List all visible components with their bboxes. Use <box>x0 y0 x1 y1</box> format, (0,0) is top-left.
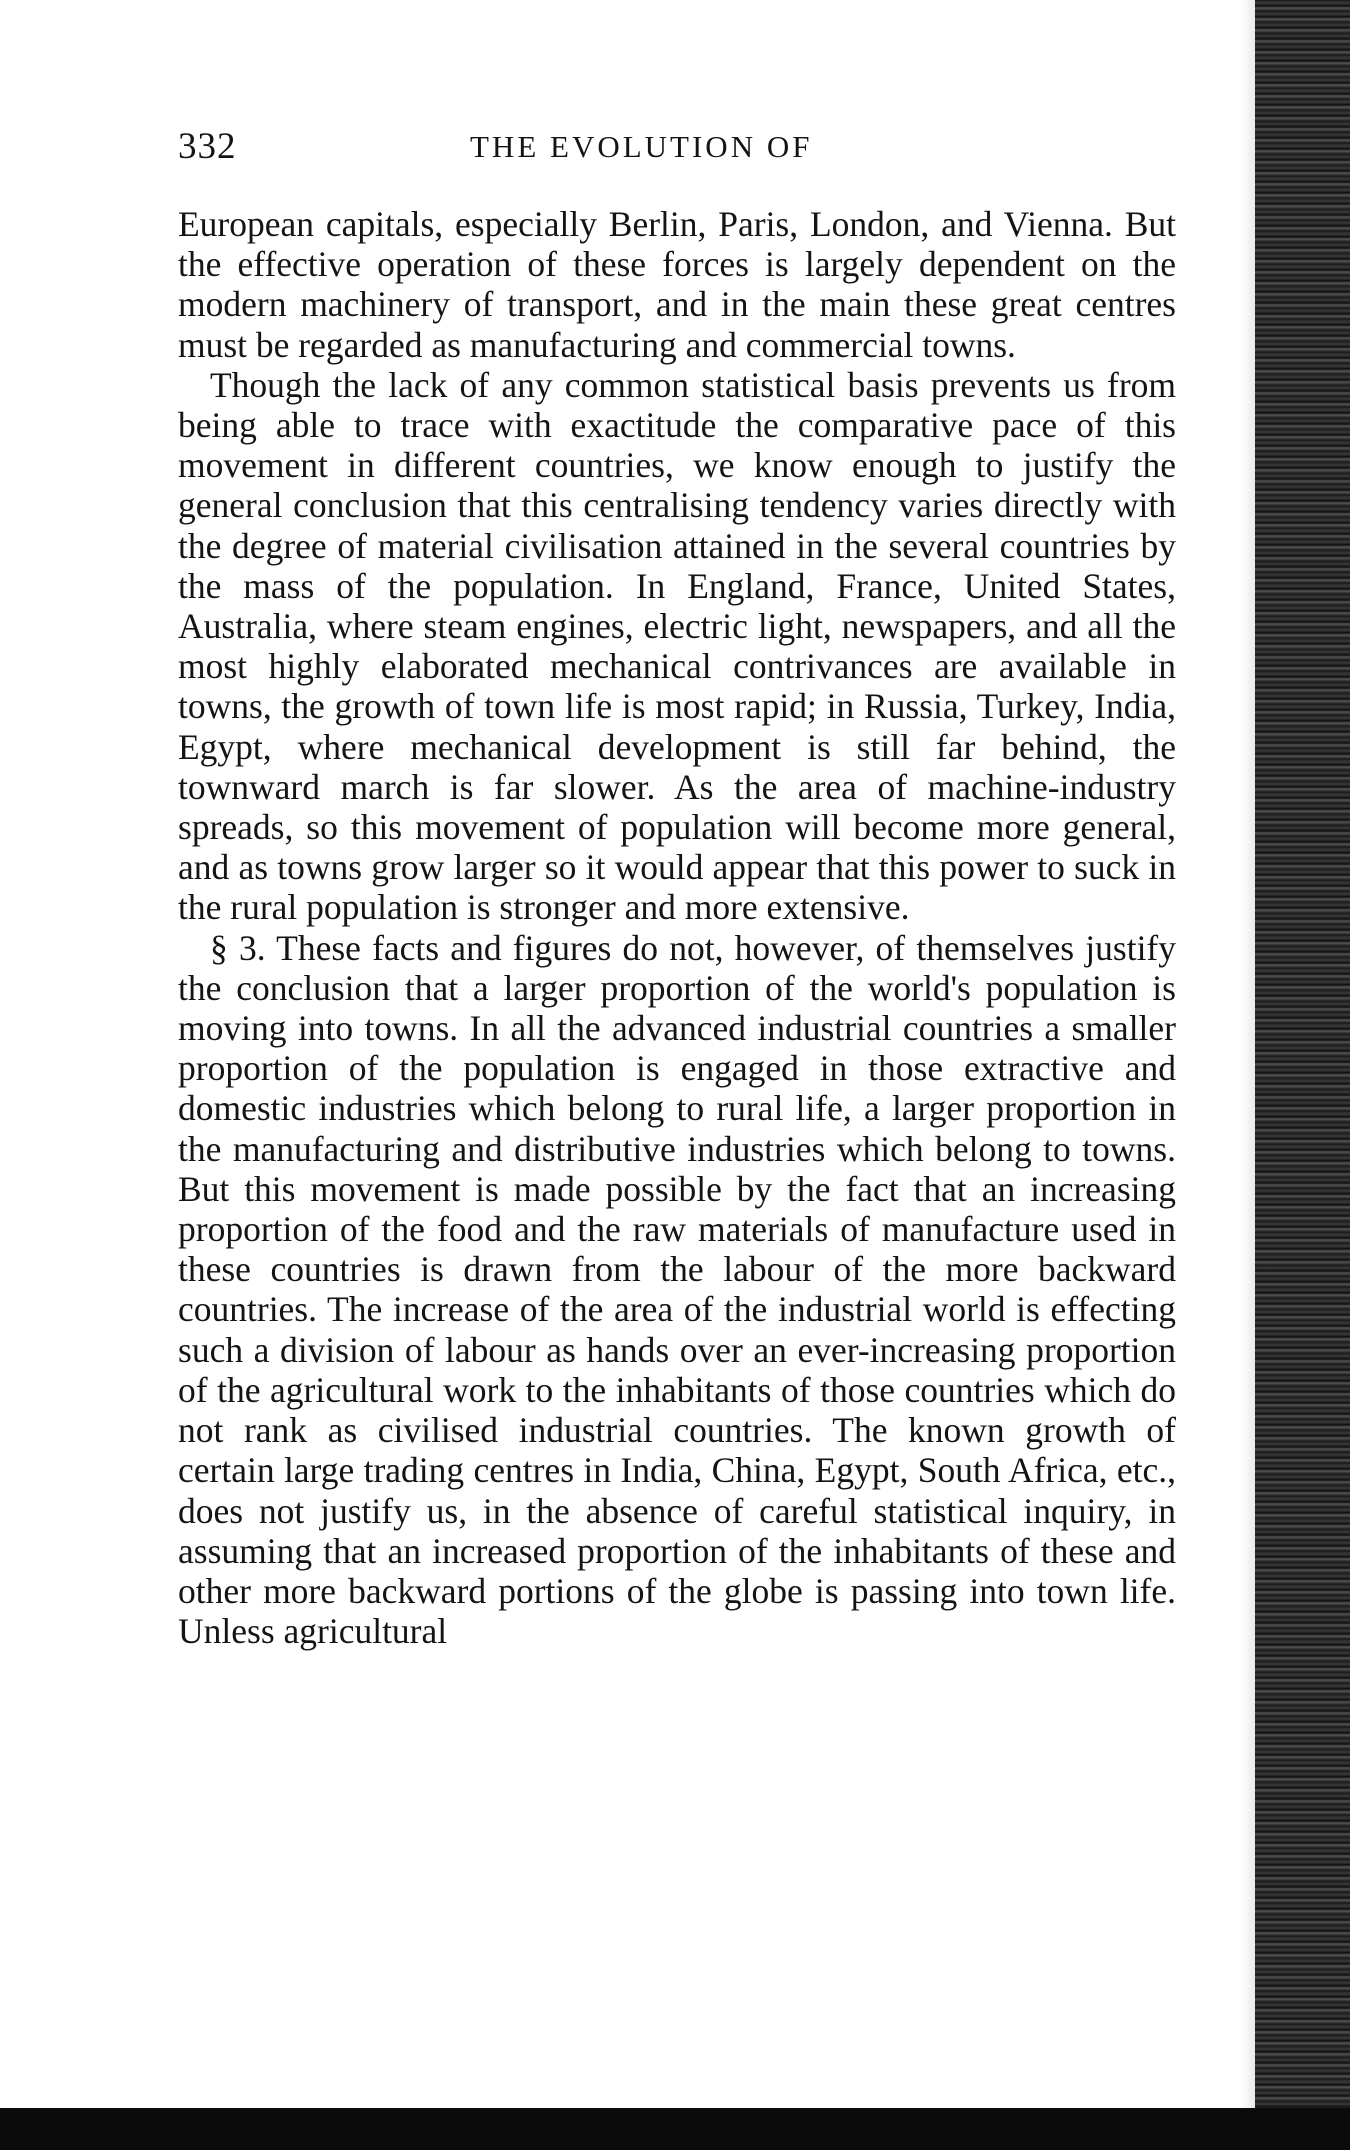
paragraph: European capitals, especially Berlin, Paris, London, and Vienna. But the effective operation of these forces is largely dependent on the modern machinery of transport, and in the main these great centres must be regarded as manufacturing and commercial towns. <box>178 204 1176 365</box>
body-text <box>178 204 1176 1651</box>
paragraph: § 3. These facts and figures do not, however, of themselves justify the conclusion that a larger proportion of the world's population is moving into towns. In all the advanced industrial countries a smaller proportion of the population is engaged in those extractive and domestic industries which belong to rural life, a larger proportion in the manufacturing and distributive industries which belong to towns. But this movement is made possible by the fact that an increasing proportion of the food and the raw materials of manufacture used in these countries is drawn from the labour of the more backward countries. The increase of the area of the industrial world is effecting such a division of labour as hands over an ever-increasing proportion of the agricultural work to the inhabitants of those countries which do not rank as civilised industrial countries. The known growth of certain large trading centres in India, China, Egypt, South Africa, etc., does not justify us, in the absence of careful statistical inquiry, in assuming that an increased proportion of the inhabitants of these and other more backward portions of the globe is passing into town life. Unless agricultural <box>178 927 1176 1652</box>
paragraph: Though the lack of any common statistical basis prevents us from being able to trace with exactitude the comparative pace of this movement in different countries, we know enough to justify the general conclusion that this centralising tendency varies directly with the degree of material civilisation attained in the several countries by the mass of the population. In England, France, United States, Australia, where steam engines, electric light, newspapers, and all the most highly elaborated mechanical contrivances are available in towns, the growth of town life is most rapid; in Russia, Turkey, India, Egypt, where mechanical development is still far behind, the townward march is far slower. As the area of machine-industry spreads, so this movement of population will become more general, and as towns grow larger so it would appear that this power to suck in the rural population is stronger and more extensive. <box>178 364 1176 928</box>
page-number: 332 <box>178 126 237 167</box>
book-page-edge <box>1255 0 1350 2150</box>
scan-bottom-border <box>0 2108 1350 2150</box>
page-header <box>178 125 1178 175</box>
running-head: THE EVOLUTION OF <box>470 129 813 164</box>
